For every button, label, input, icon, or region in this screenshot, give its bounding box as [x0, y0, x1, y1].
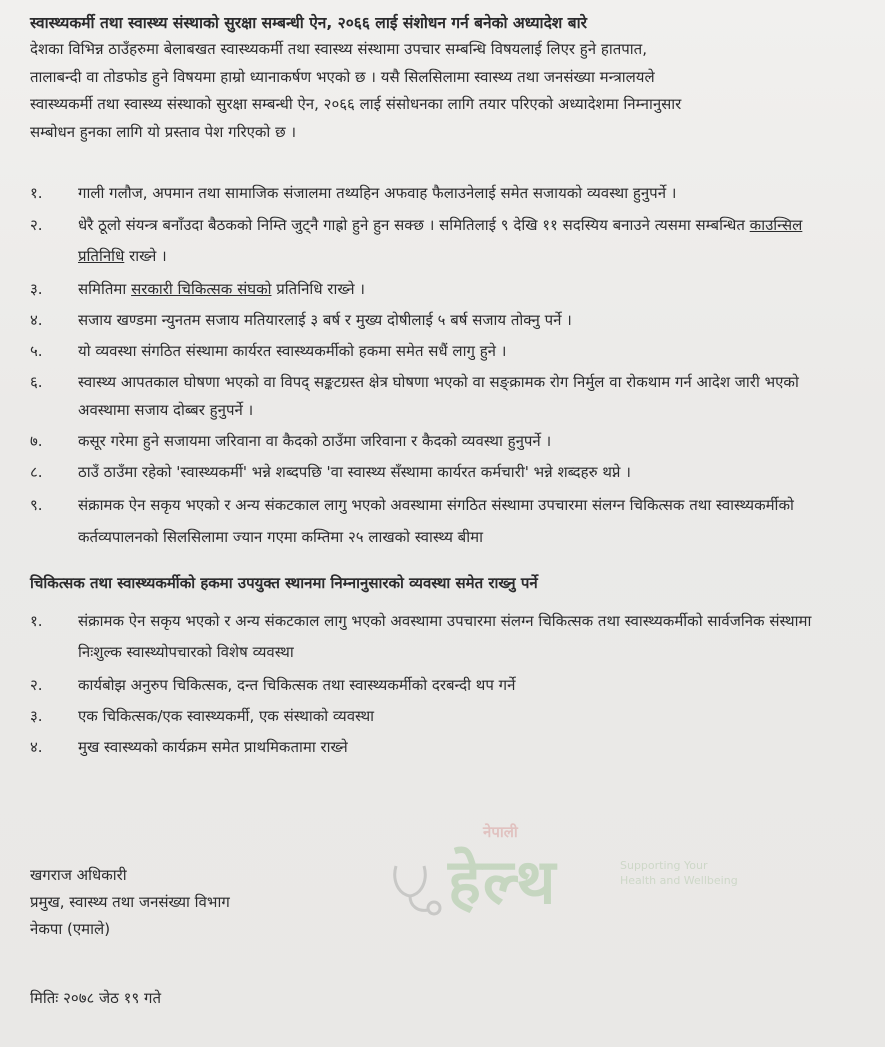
watermark-tagline [620, 858, 738, 888]
item-text: संक्रामक ऐन सकृय भएको र अन्य संकटकाल लागु भएको अवस्थामा संगठित संस्थामा उपचारमा संलग्न चिकित्सक तथा स्वास्थ्यकर्मीको कर्तव्यपालनको सिलसिलामा ज्यान गएमा कम्तिमा २५ लाखको स्वास्थ्य बीमा [78, 496, 794, 546]
list-item [30, 179, 850, 207]
signatory-party: नेकपा (एमाले) [30, 920, 111, 938]
list-item [30, 427, 850, 455]
list-item [30, 210, 850, 272]
item-number: ६. [30, 373, 43, 391]
list-item [30, 733, 850, 761]
watermark-main-text: हेल्थ [448, 845, 558, 918]
item-text-underlined: सरकारी चिकित्सक संघको [131, 280, 272, 298]
list-item [30, 458, 850, 486]
signatory-position: प्रमुख, स्वास्थ्य तथा जनसंख्या विभाग [30, 893, 230, 911]
item-number: ३. [30, 707, 43, 725]
item-text: स्वास्थ्य आपतकाल घोषणा भएको वा विपद् सङ्कटग्रस्त क्षेत्र घोषणा भएको वा सङ्क्रामक रोग निर्मुल वा रोकथाम गर्न आदेश जारी भएको अवस्थामा सजाय दोब्बर हुनुपर्ने । [78, 373, 799, 419]
item-text-underlined: काउन्सिल प्रतिनिधि [78, 216, 803, 265]
intro-line: सम्बोधन हुनका लागि यो प्रस्ताव पेश गरिएको छ । [30, 122, 297, 141]
watermark-tagline-line: Supporting Your [620, 859, 708, 872]
item-number: ५. [30, 342, 43, 360]
item-text: गाली गलौज, अपमान तथा सामाजिक संजालमा तथ्यहिन अफवाह फैलाउनेलाई समेत सजायको व्यवस्था हुनुपर्ने । [78, 184, 677, 202]
list-item [30, 275, 850, 303]
item-text: प्रतिनिधि राख्ने । [271, 280, 365, 298]
intro-line: देशका विभिन्न ठाउँहरुमा बेलाबखत स्वास्थ्यकर्मी तथा स्वास्थ्य संस्थामा उपचार सम्बन्धि विषयलाई लिएर हुने हातपात, [30, 40, 647, 58]
item-text: समितिमा [78, 280, 132, 298]
list-item [30, 702, 850, 730]
section-title: चिकित्सक तथा स्वास्थ्यकर्मीको हकमा उपयुक्त स्थानमा निम्नानुसारको व्यवस्था समेत राख्नु पर्ने [30, 574, 538, 592]
item-text: कसूर गरेमा हुने सजायमा जरिवाना वा कैदको ठाउँमा जरिवाना र कैदको व्यवस्था हुनुपर्ने । [78, 432, 552, 450]
intro-line: स्वास्थ्यकर्मी तथा स्वास्थ्य संस्थाको सुरक्षा सम्बन्धी ऐन, २०६६ लाई संसोधनका लागि तयार परिएको अध्यादेशमा निम्नानुसार [30, 95, 682, 113]
provisions-list [30, 606, 850, 764]
item-text: संक्रामक ऐन सकृय भएको र अन्य संकटकाल लागु भएको अवस्थामा उपचारमा संलग्न चिकित्सक तथा स्वास्थ्यकर्मीको सार्वजनिक संस्थामा निःशुल्क स्वास्थ्योपचारको विशेष व्यवस्था [78, 612, 812, 661]
watermark-logo [388, 820, 778, 920]
document-title: स्वास्थ्यकर्मी तथा स्वास्थ्य संस्थाको सुरक्षा सम्बन्धी ऐन, २०६६ लाई संशोधन गर्न बनेको अध्यादेश बारे [30, 14, 587, 32]
item-text: यो व्यवस्था संगठित संस्थामा कार्यरत स्वास्थ्यकर्मीको हकमा समेत सधैं लागु हुने । [78, 342, 507, 360]
item-text: राख्ने । [124, 247, 167, 265]
stethoscope-icon [388, 860, 448, 920]
item-text: मुख स्वास्थ्यको कार्यक्रम समेत प्राथमिकतामा राख्ने [78, 738, 348, 756]
item-text: एक चिकित्सक/एक स्वास्थ्यकर्मी, एक संस्थाको व्यवस्था [78, 707, 375, 725]
item-number: ४. [30, 738, 43, 756]
list-item [30, 337, 850, 365]
list-item [30, 368, 850, 424]
watermark-small-text: नेपाली [483, 823, 518, 841]
signature-block [30, 862, 230, 943]
proposal-list [30, 179, 850, 556]
document-date: मितिः २०७८ जेठ १९ गते [30, 989, 162, 1007]
item-number: १. [30, 184, 43, 202]
item-number: ८. [30, 463, 43, 481]
item-text: सजाय खण्डमा न्युनतम सजाय मतियारलाई ३ बर्ष र मुख्य दोषीलाई ५ बर्ष सजाय तोक्नु पर्ने । [78, 311, 572, 329]
list-item [30, 489, 850, 553]
item-text: धेरै ठूलो संयन्त्र बनाँउदा बैठकको निम्ति जुट्नै गाह्रो हुने हुन सक्छ । समितिलाई ९ देखि ११ सदस्यिय बनाउने त्यसमा सम्बन्धित [78, 216, 750, 234]
item-number: १. [30, 612, 43, 630]
item-number: ३. [30, 280, 43, 298]
intro-line: तालाबन्दी वा तोडफोड हुने विषयमा हाम्रो ध्यानाकर्षण भएको छ । यसै सिलसिलामा स्वास्थ्य तथा जनसंख्या मन्त्रालयले [30, 67, 655, 86]
item-number: ४. [30, 311, 43, 329]
list-item [30, 671, 850, 699]
item-text: कार्यबोझ अनुरुप चिकित्सक, दन्त चिकित्सक तथा स्वास्थ्यकर्मीको दरबन्दी थप गर्ने [78, 676, 516, 694]
item-number: ९. [30, 496, 43, 514]
watermark-tagline-line: Health and Wellbeing [620, 874, 738, 887]
list-item [30, 606, 850, 668]
item-number: २. [30, 676, 43, 694]
list-item [30, 306, 850, 334]
intro-paragraph [30, 36, 850, 146]
item-number: ७. [30, 432, 43, 450]
signatory-name: खगराज अधिकारी [30, 866, 127, 884]
item-number: २. [30, 216, 43, 234]
item-text: ठाउँ ठाउँमा रहेको 'स्वास्थ्यकर्मी' भन्ने शब्दपछि 'वा स्वास्थ्य सँस्थामा कार्यरत कर्मचारी' भन्ने शब्दहरु थप्ने । [78, 463, 631, 481]
